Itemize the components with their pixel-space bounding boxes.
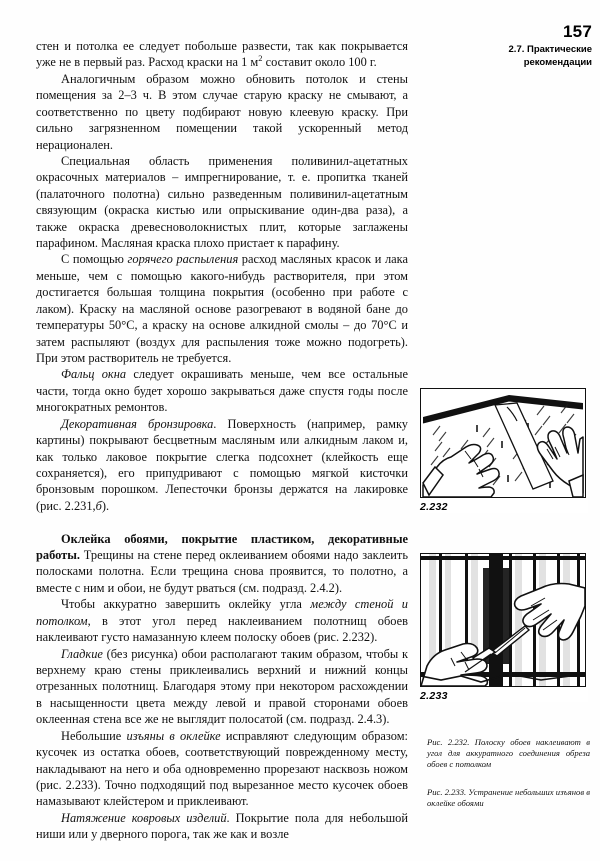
p8-italic-term: между стеной и потолком xyxy=(36,597,408,628)
p6-italic-letter: б xyxy=(95,498,102,513)
p8-seg2: , в этот угол перед наклеиванием полотнищ обоев наклеивают густо намазанную клеем полоску обоев (рис. 2.232). xyxy=(36,613,408,645)
p7-seg1: Трещины на стене перед оклеиванием обоями надо заклеить полосками полотна. Если трещина снова проявится, то полотно, а вместе с ним и обои, не будут рваться (см. подразд. 2.4.2). xyxy=(36,548,408,595)
running-head xyxy=(432,44,592,69)
p10-seg2: исправляют следующим образом: кусочек из остатка обоев, соответствующий поврежденному месту, накладывают на него и оба одновременно прорезают насквозь ножом (рис. 2.233). Точно подходящий под вырезанное место кусочек обоев намазывают клейстером и приклеивают. xyxy=(36,728,408,809)
running-head-line-1: 2.7. Практические xyxy=(508,44,592,55)
paragraph-11 xyxy=(36,810,408,843)
paragraph-9 xyxy=(36,646,408,728)
p4-seg2: расход масляных красок и лака меньше, чем с помощью какого-нибудь растворителя, при этом достигается большая толщина покрытия (особенно при работе с лаком). Краску на масляной основе разогревают в водяной бане до температуры 50°С, а краску на основе алкидной смолы – до 70°С и затем распыляют (воздух для распыления тоже можно подогреть). При этом растворитель не требуется. xyxy=(36,252,408,366)
paragraph-3: Специальная область применения поливинил-ацетатных окрасочных материалов – импрегнирование, т. е. пропитка тканей (палаточного полотна) сильно разведенным поливинил-ацетатным связующим (окраска кистью или опрыскивание один-два раза), а также окраска древесноволокнистых плит, которые заглажены парафином. Масляная краска плохо пристает к парафину. xyxy=(36,153,408,251)
figure-2-233-number: 2.233 xyxy=(420,690,448,702)
p9-italic-term: Гладкие xyxy=(61,646,103,661)
p11-italic-term: Натяжение ковровых изделий xyxy=(61,810,227,825)
p6-seg2: ). xyxy=(101,498,110,513)
p1-superscript: 2 xyxy=(258,53,263,64)
figure-2-232 xyxy=(420,388,588,513)
p5-italic-term: Фальц окна xyxy=(61,367,127,382)
figure-2-232-number: 2.232 xyxy=(420,501,448,513)
figure-2-232-frame xyxy=(420,388,586,498)
p6-seg1: . Поверхность (например, рамку картины) покрывают бесцветным масляным или алкидным лаком и, как только лаковое покрытие слегка подсохнет (клейкость еще сохраняется), его припудривают с помощью мягкой кисточки бронзовым порошком. Лепесточки бронзы держатся на лакировке (рис. 2.231, xyxy=(36,416,408,513)
figure-2-233-caption: Рис. 2.233. Устранение небольших изъянов в оклейке обоями xyxy=(427,787,590,809)
paragraph-7 xyxy=(36,531,408,597)
figure-2-233 xyxy=(420,553,588,702)
paragraph-6 xyxy=(36,416,408,515)
paragraph-4 xyxy=(36,251,408,366)
p5-seg1: следует окрашивать меньше, чем все остальные части, тогда окно будет хорошо закрываться даже спустя годы после многократных ремонтов. xyxy=(36,367,408,415)
p1-seg1: стен и потолка ее следует побольше развести, так как покрывается уже не в первый раз. Расход краски на 1 м xyxy=(36,39,408,70)
figure-2-232-caption: Рис. 2.232. Полоску обоев наклеивают в угол для аккуратного соединения обреза обоев с потолком xyxy=(427,737,590,770)
paragraph-10 xyxy=(36,728,408,810)
p9-seg1: (без рисунка) обои располагают таким образом, чтобы к верхнему краю стены приклеивались верхний и нижний концы отрезанных полотнищ. Благодаря этому при некотором расхождении в насыщенности цвета между левой и правой сторонами обоев оклеенная стена все же не выглядит полосатой (см. подразд. 2.4.3). xyxy=(36,646,408,727)
illustration-wallpaper-patch-cut xyxy=(421,554,585,686)
p10-italic-term: изъяны в оклейке xyxy=(126,728,221,743)
body-text-column xyxy=(36,38,408,843)
figure-2-233-frame xyxy=(420,553,586,687)
section-spacer xyxy=(36,514,408,530)
p11-seg1: . Покрытие пола для небольшой ниши или у дверного порога, так же как и возле xyxy=(36,810,408,842)
paragraph-5 xyxy=(36,366,408,415)
paragraph-1 xyxy=(36,38,408,71)
illustration-wallpaper-corner xyxy=(421,389,585,497)
p10-seg1: Небольшие xyxy=(61,728,127,743)
p8-seg1: Чтобы аккуратно завершить оклейку угла xyxy=(61,597,311,612)
p4-seg1: С помощью xyxy=(61,252,128,267)
p6-italic-term: Декоративная бронзировка xyxy=(61,416,214,431)
section-heading: Оклейка обоями, покрытие пластиком, декоративные работы. xyxy=(36,531,408,563)
page-number: 157 xyxy=(563,22,592,41)
paragraph-8 xyxy=(36,596,408,645)
p1-seg2: составит около 100 г. xyxy=(262,55,377,70)
paragraph-2: Аналогичным образом можно обновить потолок и стены помещения за 2–3 ч. В этом случае старую краску не смывают, а соответственно по цвету подбирают новую клеевую краску. При сильно загрязненном помещении такой ускоренный метод нерационален. xyxy=(36,71,408,152)
p4-italic-term: горячего распыления xyxy=(127,252,239,267)
running-head-line-2: рекомендации xyxy=(523,56,592,68)
